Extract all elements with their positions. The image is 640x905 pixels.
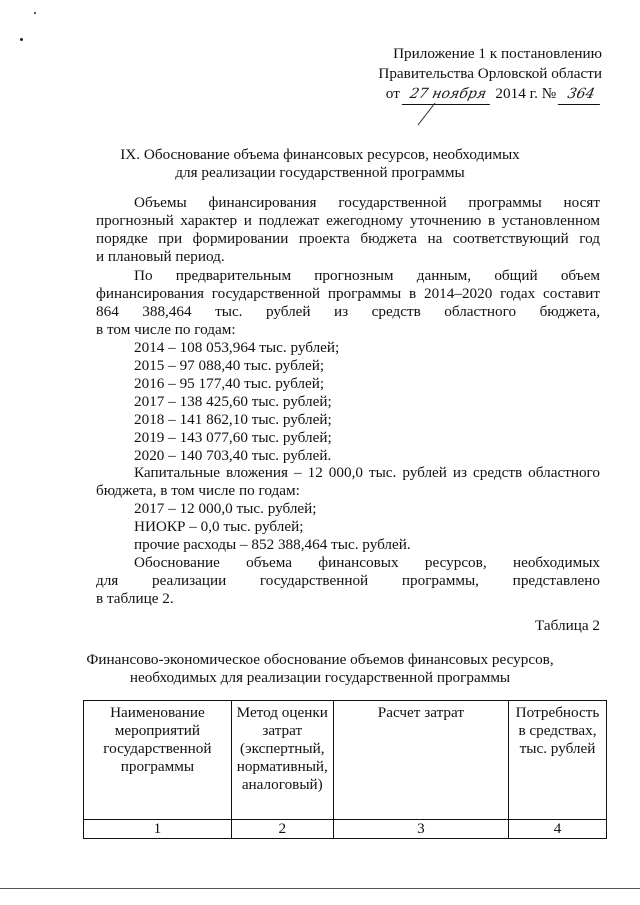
pen-stroke [417,103,435,126]
paragraph-2-line-2: финансирования государственной программы в 2014–2020 годах составит [96,285,600,302]
year-item: 2017 – 138 425,60 тыс. рублей; [134,393,332,410]
financial-table [83,700,607,839]
header-cost-method: Метод оценки затрат (экспертный, нормативный, аналоговый) [231,701,333,820]
column-number: 2 [231,820,333,839]
year-item: 2019 – 143 077,60 тыс. рублей; [134,429,332,446]
appendix-from-label: от [385,85,400,102]
justification-line-1: Обоснование объема финансовых ресурсов, необходимых [134,554,600,571]
capital-line-2: бюджета, в том числе по годам: [96,482,300,499]
column-number: 3 [333,820,508,839]
paragraph-1-line-4: и плановый период. [96,248,225,265]
paragraph-2-line-3: 864 388,464 тыс. рублей из средств областного бюджета, [96,303,600,320]
handwritten-number: 364 [558,84,604,105]
year-item: 2018 – 141 862,10 тыс. рублей; [134,411,332,428]
appendix-line-1: Приложение 1 к постановлению [393,45,602,62]
appendix-line-2: Правительства Орловской области [378,65,602,82]
table-title-line-2: необходимых для реализации государственной программы [129,669,511,686]
paragraph-2-line-4: в том числе по годам: [96,321,236,338]
capital-item: 2017 – 12 000,0 тыс. рублей; [134,500,317,517]
table-title-line-1: Финансово-экономическое обоснование объемов финансовых ресурсов, [86,651,554,668]
column-number: 1 [84,820,232,839]
year-item: 2015 – 97 088,40 тыс. рублей; [134,357,325,374]
paragraph-1-line-1: Объемы финансирования государственной программы носят [134,194,600,211]
scan-speck [20,38,23,41]
year-item: 2014 – 108 053,964 тыс. рублей; [134,339,340,356]
paragraph-2-line-1: По предварительным прогнозным данным, общий объем [134,267,600,284]
appendix-year-number-label: 2014 г. № [495,85,557,102]
section-title-line-2: для реализации государственной программы [175,164,465,181]
justification-line-2: для реализации государственной программы, представлено [96,572,600,589]
appendix-date-row [378,84,602,105]
column-number: 4 [509,820,607,839]
appendix-header [378,44,602,105]
capital-item: прочие расходы – 852 388,464 тыс. рублей. [134,536,411,553]
scan-edge-line [0,888,640,889]
table-header-row [84,701,607,820]
header-funding-need: Потребность в средствах, тыс. рублей [509,701,607,820]
table-caption: Таблица 2 [535,617,600,634]
capital-item: НИОКР – 0,0 тыс. рублей; [134,518,304,535]
capital-line-1: Капитальные вложения – 12 000,0 тыс. рублей из средств областного [134,464,600,481]
justification-line-3: в таблице 2. [96,590,174,607]
year-item: 2016 – 95 177,40 тыс. рублей; [134,375,325,392]
year-item: 2020 – 140 703,40 тыс. рублей. [134,447,332,464]
header-cost-calculation: Расчет затрат [333,701,508,820]
paragraph-1-line-2: прогнозный характер и подлежат ежегодному уточнению в установленном [96,212,600,229]
handwritten-date: 27 ноября [401,84,493,105]
paragraph-1-line-3: порядке при формировании проекта бюджета на соответствующий год [96,230,600,247]
header-activity-name: Наименование мероприятий государственной программы [84,701,232,820]
scan-speck [34,12,36,14]
section-title [0,146,640,182]
table-number-row [84,820,607,839]
table-title [0,651,640,687]
section-title-line-1: IX. Обоснование объема финансовых ресурсов, необходимых [120,146,520,163]
